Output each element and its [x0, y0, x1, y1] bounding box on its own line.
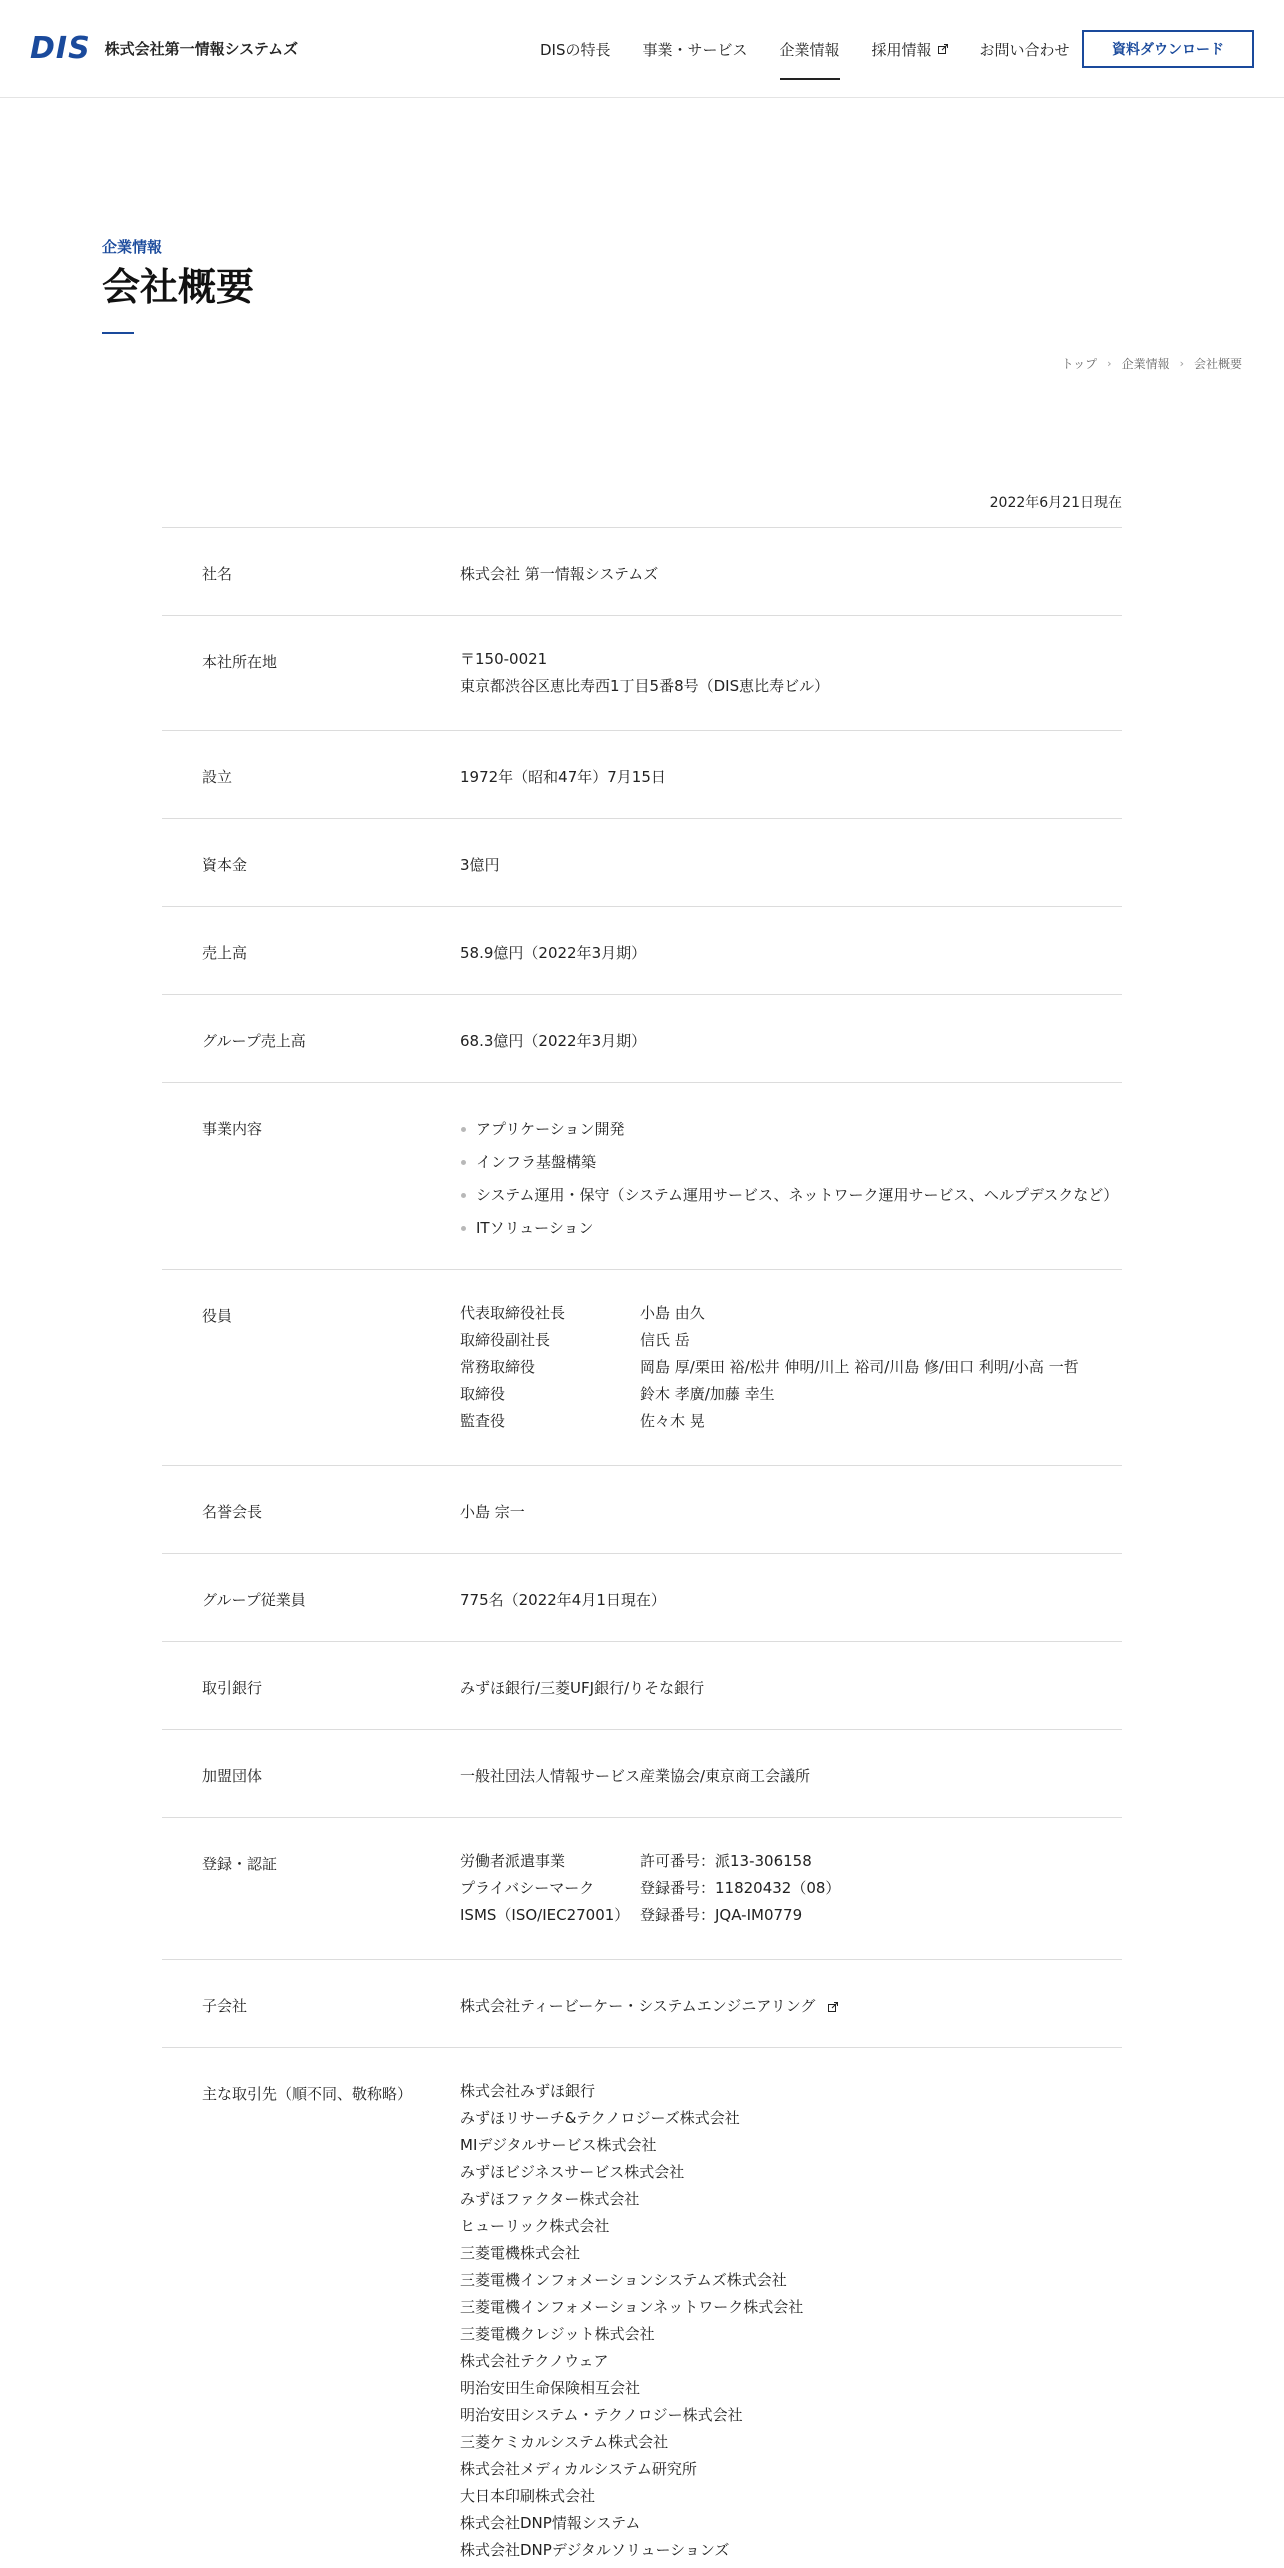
certifications-list	[460, 1848, 840, 1929]
officer-names: 信氏 岳	[640, 1331, 690, 1349]
list-item: 大日本印刷株式会社	[460, 2487, 596, 2505]
breadcrumb	[1062, 355, 1242, 372]
row-value: 株式会社 第一情報システムズ	[460, 565, 659, 583]
certification-row	[460, 1902, 840, 1929]
officer-role: 取締役	[460, 1385, 506, 1403]
row-label: 事業内容	[202, 1120, 263, 1138]
postal-code: 〒150-0021	[460, 650, 548, 668]
breadcrumb-company[interactable]: 企業情報	[1121, 357, 1170, 371]
row-value: 68.3億円（2022年3月期）	[460, 1032, 647, 1050]
list-item: インフラ基盤構築	[460, 1146, 1118, 1179]
officer-role: 監査役	[460, 1412, 506, 1430]
company-profile-table	[162, 527, 1122, 2568]
certification-number: 登録番号：11820432（08）	[640, 1879, 841, 1897]
list-item: みずほファクター株式会社	[460, 2190, 640, 2208]
breadcrumb-home[interactable]: トップ	[1061, 357, 1098, 371]
nav-recruit-label: 採用情報	[871, 40, 932, 59]
row-label: 社名	[202, 565, 233, 583]
certification-name: ISMS（ISO/IEC27001）	[460, 1906, 630, 1924]
table-row-sales	[162, 907, 1122, 995]
certification-number: 登録番号：JQA-IM0779	[640, 1906, 803, 1924]
table-row-business	[162, 1083, 1122, 1270]
site-logo[interactable]	[30, 31, 299, 66]
row-value: みずほ銀行/三菱UFJ銀行/りそな銀行	[460, 1679, 705, 1697]
list-item: ヒューリック株式会社	[460, 2217, 610, 2235]
row-label: 本社所在地	[202, 653, 278, 671]
row-value: 1972年（昭和47年）7月15日	[460, 768, 666, 786]
clients-list	[460, 2078, 803, 2564]
subsidiary-link[interactable]	[460, 1995, 838, 2018]
certification-name: プライバシーマーク	[460, 1879, 595, 1897]
list-item: みずほビジネスサービス株式会社	[460, 2163, 685, 2181]
list-item: システム運用・保守（システム運用サービス、ネットワーク運用サービス、ヘルプデスクなど）	[460, 1179, 1118, 1212]
row-value: 775名（2022年4月1日現在）	[460, 1591, 666, 1609]
title-underline	[102, 332, 134, 334]
subsidiary-name: 株式会社ティービーケー・システムエンジニアリング	[460, 1997, 816, 2015]
list-item: 明治安田生命保険相互会社	[460, 2379, 641, 2397]
list-item: ITソリューション	[460, 1212, 1118, 1245]
list-item: 株式会社みずほ銀行	[460, 2082, 596, 2100]
row-value: 58.9億円（2022年3月期）	[460, 944, 647, 962]
breadcrumb-current: 会社概要	[1193, 357, 1242, 371]
row-label: 子会社	[202, 1997, 248, 2015]
row-value: 一般社団法人情報サービス産業協会/東京商工会議所	[460, 1767, 811, 1785]
officer-row	[460, 1381, 1079, 1408]
officer-names: 佐々木 晃	[640, 1412, 705, 1430]
officer-role: 常務取締役	[460, 1358, 536, 1376]
site-header	[0, 0, 1284, 98]
officer-row	[460, 1408, 1079, 1435]
officer-role: 代表取締役社長	[460, 1304, 566, 1322]
logo-mark: DIS	[30, 31, 91, 66]
row-label: グループ従業員	[202, 1591, 306, 1609]
table-row-associations	[162, 1730, 1122, 1818]
list-item: 明治安田システム・テクノロジー株式会社	[460, 2406, 743, 2424]
nav-company[interactable]: 企業情報	[780, 0, 840, 98]
logo-company-name: 株式会社第一情報システムズ	[104, 40, 299, 58]
row-label: 名誉会長	[202, 1503, 263, 1521]
list-item: みずほリサーチ&テクノロジーズ株式会社	[460, 2109, 740, 2127]
nav-recruit[interactable]	[872, 0, 948, 98]
table-row-capital	[162, 819, 1122, 907]
row-label: 売上高	[202, 944, 248, 962]
officer-names: 岡島 厚/栗田 裕/松井 伸明/川上 裕司/川島 修/田口 利明/小高 一哲	[640, 1358, 1079, 1376]
table-row-address	[162, 616, 1122, 731]
row-label: 取引銀行	[202, 1679, 263, 1697]
row-value: 3億円	[460, 856, 500, 874]
table-row-subsidiary	[162, 1960, 1122, 2048]
nav-features[interactable]: DISの特長	[540, 40, 611, 59]
list-item: アプリケーション開発	[460, 1113, 1118, 1146]
row-label: 加盟団体	[202, 1767, 263, 1785]
certification-row	[460, 1875, 840, 1902]
as-of-date: 2022年6月21日現在	[989, 495, 1122, 511]
officer-row	[460, 1300, 1079, 1327]
global-nav	[540, 0, 1102, 98]
external-link-icon	[938, 44, 948, 54]
chevron-right-icon: ›	[1107, 357, 1112, 370]
table-row-founded	[162, 731, 1122, 819]
page-title: 会社概要	[102, 265, 255, 309]
table-row-certifications	[162, 1818, 1122, 1960]
certification-number: 許可番号：派13-306158	[640, 1852, 812, 1870]
table-row-clients	[162, 2048, 1122, 2568]
certification-name: 労働者派遣事業	[460, 1852, 566, 1870]
table-row-group-sales	[162, 995, 1122, 1083]
row-label: 役員	[202, 1307, 233, 1325]
table-row-officers	[162, 1270, 1122, 1466]
list-item: MIデジタルサービス株式会社	[460, 2136, 657, 2154]
row-value	[460, 646, 829, 700]
row-label: 主な取引先（順不同、敬称略）	[202, 2085, 413, 2103]
row-value: 小島 宗一	[460, 1503, 525, 1521]
address-line: 東京都渋谷区恵比寿西1丁目5番8号（DIS恵比寿ビル）	[460, 677, 830, 695]
list-item: 株式会社DNP情報システム	[460, 2514, 641, 2532]
row-label: グループ売上高	[202, 1032, 306, 1050]
officer-names: 小島 由久	[640, 1304, 705, 1322]
table-row-name	[162, 528, 1122, 616]
list-item: 三菱電機インフォメーションネットワーク株式会社	[460, 2298, 804, 2316]
row-label: 資本金	[202, 856, 248, 874]
certification-row	[460, 1848, 840, 1875]
officers-list	[460, 1300, 1079, 1435]
officer-names: 鈴木 孝廣/加藤 幸生	[640, 1385, 775, 1403]
table-row-honorary-chairman	[162, 1466, 1122, 1554]
officer-row	[460, 1354, 1079, 1381]
nav-services[interactable]: 事業・サービス	[642, 40, 748, 59]
external-link-icon	[828, 1996, 838, 2018]
list-item: 株式会社メディカルシステム研究所	[460, 2460, 697, 2478]
list-item: 三菱電機クレジット株式会社	[460, 2325, 655, 2343]
officer-row	[460, 1327, 1079, 1354]
table-row-employees	[162, 1554, 1122, 1642]
officer-role: 取締役副社長	[460, 1331, 551, 1349]
row-label: 登録・認証	[202, 1855, 278, 1873]
list-item: 三菱電機インフォメーションシステムズ株式会社	[460, 2271, 787, 2289]
chevron-right-icon: ›	[1179, 357, 1184, 370]
list-item: 三菱電機株式会社	[460, 2244, 581, 2262]
row-label: 設立	[202, 768, 233, 786]
list-item: 株式会社テクノウェア	[460, 2352, 609, 2370]
download-materials-button[interactable]: 資料ダウンロード	[1082, 30, 1254, 68]
nav-contact[interactable]: お問い合わせ	[979, 40, 1070, 59]
list-item: 三菱ケミカルシステム株式会社	[460, 2433, 669, 2451]
section-eyebrow: 企業情報	[102, 238, 163, 256]
table-row-banks	[162, 1642, 1122, 1730]
list-item: 株式会社DNPデジタルソリューションズ	[460, 2541, 730, 2559]
business-list	[460, 1113, 1118, 1245]
